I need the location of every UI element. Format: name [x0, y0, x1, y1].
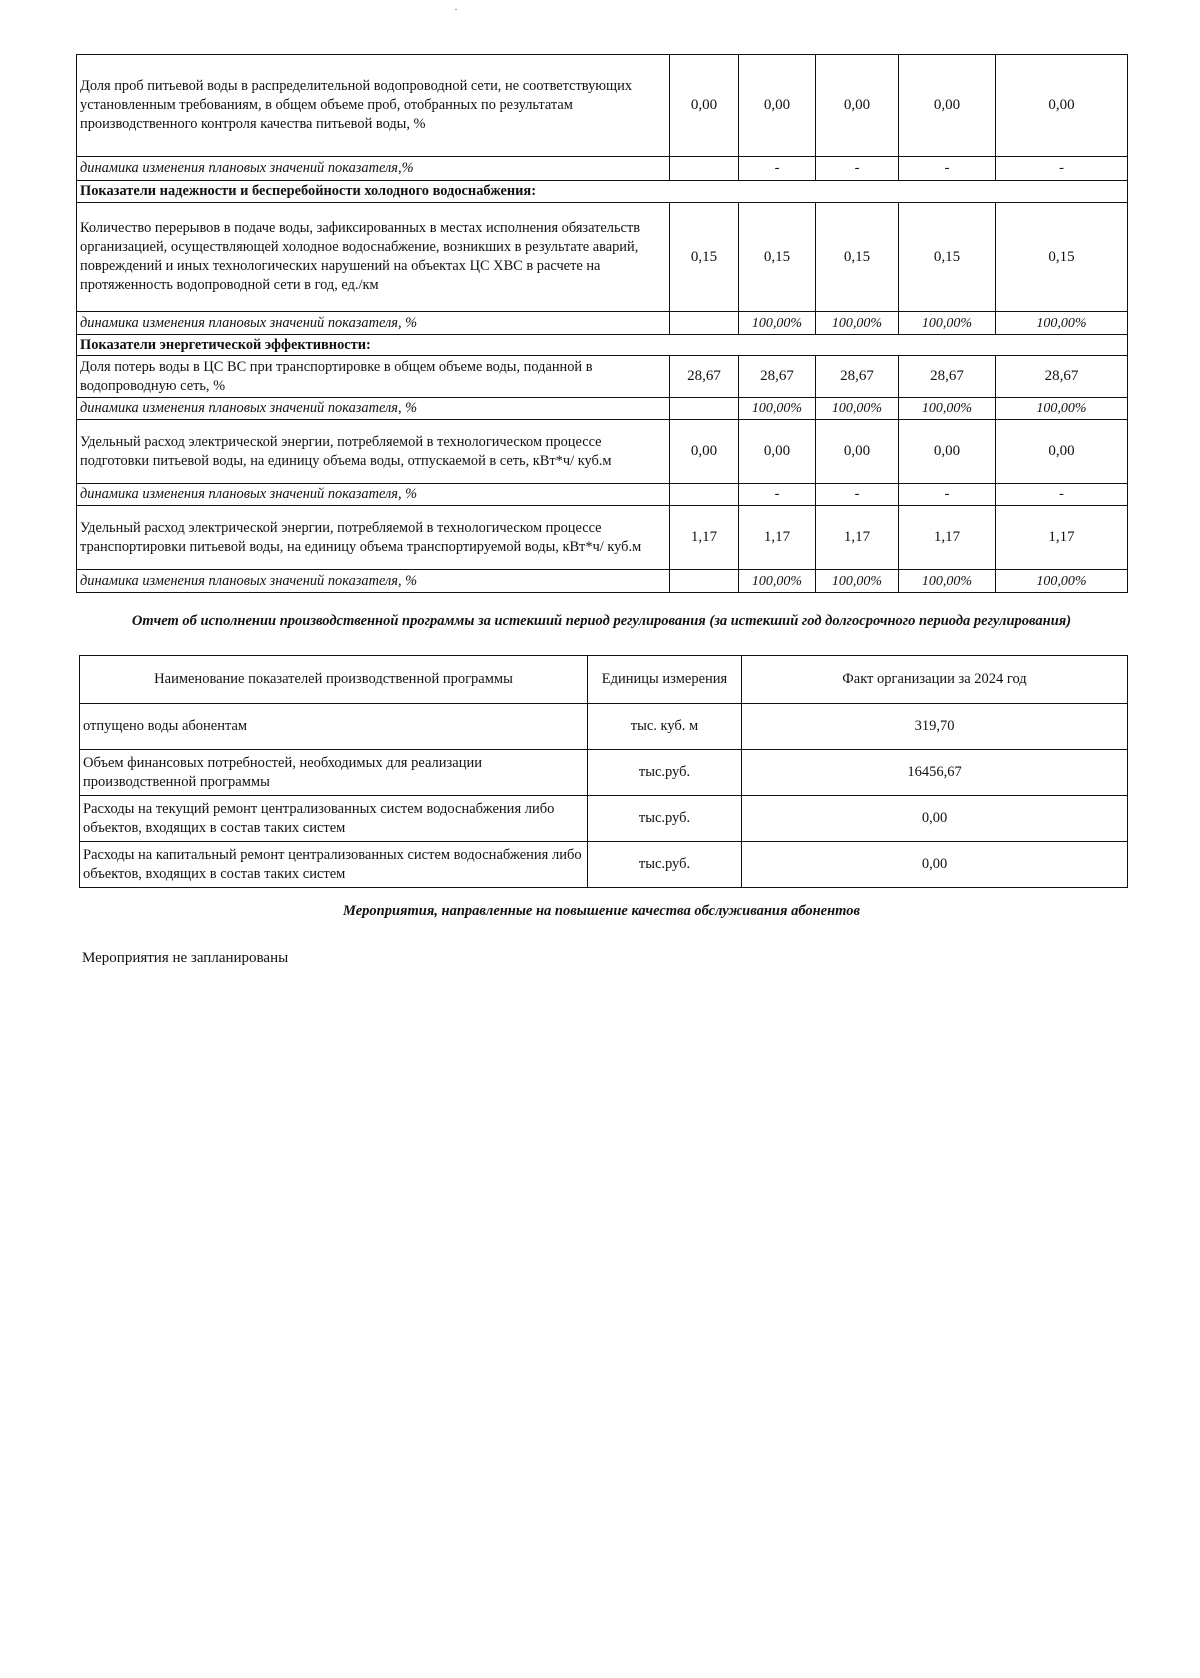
dynamics-label: динамика изменения плановых значений показателя, % [77, 570, 670, 593]
indicator-label: Удельный расход электрической энергии, потребляемой в технологическом процессе транспортировки питьевой воды, на единицу объема транспортируемой воды, кВт*ч/ куб.м [77, 506, 670, 570]
indicators-table [76, 54, 1128, 593]
indicator-label: Удельный расход электрической энергии, потребляемой в технологическом процессе подготовки питьевой воды, на единицу объема воды, отпускаемой в сеть, кВт*ч/ куб.м [77, 420, 670, 484]
column-header: Наименование показателей производственной программы [80, 656, 588, 704]
indicator-value: 28,67 [899, 356, 996, 398]
column-header: Единицы измерения [588, 656, 742, 704]
indicator-label: Количество перерывов в подаче воды, зафиксированных в местах исполнения обязательств организацией, осуществляющей холодное водоснабжение, возникших в результате аварий, повреждений и иных технологических нарушений на объектах ЦС ХВС в расчете на протяженность водопроводной сети в год, ед./км [77, 203, 670, 312]
scan-mark [455, 9, 457, 10]
indicator-value: 28,67 [816, 356, 899, 398]
dynamics-value: - [899, 157, 996, 181]
table-row [77, 420, 1128, 484]
indicator-value: 0,00 [996, 55, 1128, 157]
indicator-value: 1,17 [670, 506, 739, 570]
table-row [77, 570, 1128, 593]
indicator-value: 0,15 [739, 203, 816, 312]
dynamics-label: динамика изменения плановых значений показателя,% [77, 157, 670, 181]
program-indicator-value: 16456,67 [742, 750, 1128, 796]
indicator-value: 1,17 [739, 506, 816, 570]
dynamics-value: 100,00% [899, 570, 996, 593]
indicator-value: 28,67 [670, 356, 739, 398]
dynamics-value: 100,00% [996, 398, 1128, 420]
dynamics-label: динамика изменения плановых значений показателя, % [77, 484, 670, 506]
dynamics-value: 100,00% [816, 570, 899, 593]
program-indicator-name: Объем финансовых потребностей, необходимых для реализации производственной программы [80, 750, 588, 796]
program-indicator-value: 0,00 [742, 796, 1128, 842]
table-row [80, 842, 1128, 888]
section-heading: Показатели надежности и бесперебойности холодного водоснабжения: [77, 181, 1128, 203]
dynamics-value: 100,00% [816, 398, 899, 420]
dynamics-value: 100,00% [739, 398, 816, 420]
table-row [80, 796, 1128, 842]
table-row [77, 484, 1128, 506]
indicator-value: 0,00 [996, 420, 1128, 484]
dynamics-value: - [899, 484, 996, 506]
indicator-value: 0,00 [816, 55, 899, 157]
production-program-table [79, 655, 1128, 888]
dynamics-value: - [739, 157, 816, 181]
indicator-label: Доля проб питьевой воды в распределительной водопроводной сети, не соответствующих установленным требованиям, в общем объеме проб, отобранных по результатам производственного контроля качества питьевой воды, % [77, 55, 670, 157]
indicator-value: 1,17 [816, 506, 899, 570]
dynamics-value: 100,00% [996, 570, 1128, 593]
report-caption: Отчет об исполнении производственной программы за истекший период регулирования (за истекший год долгосрочного периода регулирования) [131, 613, 1072, 629]
indicator-value: 0,00 [739, 55, 816, 157]
dynamics-value: 100,00% [899, 312, 996, 335]
program-indicator-unit: тыс.руб. [588, 796, 742, 842]
table-row [77, 157, 1128, 181]
dynamics-value [670, 484, 739, 506]
indicator-value: 0,15 [816, 203, 899, 312]
dynamics-value: - [739, 484, 816, 506]
dynamics-value: - [996, 484, 1128, 506]
dynamics-value: 100,00% [739, 570, 816, 593]
indicator-value: 0,15 [899, 203, 996, 312]
measures-caption: Мероприятия, направленные на повышение качества обслуживания абонентов [343, 903, 860, 919]
indicator-value: 28,67 [739, 356, 816, 398]
dynamics-value [670, 157, 739, 181]
table-row [77, 203, 1128, 312]
table-row [77, 55, 1128, 157]
program-indicator-name: Расходы на капитальный ремонт централизованных систем водоснабжения либо объектов, входящих в состав таких систем [80, 842, 588, 888]
indicator-value: 28,67 [996, 356, 1128, 398]
indicator-value: 1,17 [996, 506, 1128, 570]
dynamics-value: - [816, 157, 899, 181]
indicator-value: 0,00 [739, 420, 816, 484]
dynamics-value: 100,00% [996, 312, 1128, 335]
program-indicator-name: отпущено воды абонентам [80, 704, 588, 750]
indicator-value: 0,15 [996, 203, 1128, 312]
program-indicator-unit: тыс. куб. м [588, 704, 742, 750]
column-header: Факт организации за 2024 год [742, 656, 1128, 704]
program-indicator-unit: тыс.руб. [588, 750, 742, 796]
indicator-value: 0,00 [899, 55, 996, 157]
table-row [77, 356, 1128, 398]
dynamics-value [670, 398, 739, 420]
indicator-value: 0,00 [670, 55, 739, 157]
program-indicator-name: Расходы на текущий ремонт централизованных систем водоснабжения либо объектов, входящих в состав таких систем [80, 796, 588, 842]
dynamics-value [670, 570, 739, 593]
dynamics-label: динамика изменения плановых значений показателя, % [77, 398, 670, 420]
dynamics-value: 100,00% [739, 312, 816, 335]
program-indicator-unit: тыс.руб. [588, 842, 742, 888]
table-row [80, 750, 1128, 796]
dynamics-value: - [816, 484, 899, 506]
indicator-value: 0,15 [670, 203, 739, 312]
dynamics-label: динамика изменения плановых значений показателя, % [77, 312, 670, 335]
program-indicator-value: 319,70 [742, 704, 1128, 750]
indicator-label: Доля потерь воды в ЦС ВС при транспортировке в общем объеме воды, поданной в водопроводную сеть, % [77, 356, 670, 398]
table-row [77, 398, 1128, 420]
section-row [77, 335, 1128, 356]
table-row [77, 506, 1128, 570]
indicator-value: 0,00 [670, 420, 739, 484]
indicator-value: 0,00 [816, 420, 899, 484]
section-heading: Показатели энергетической эффективности: [77, 335, 1128, 356]
dynamics-value [670, 312, 739, 335]
table-row [80, 704, 1128, 750]
measures-note: Мероприятия не запланированы [82, 950, 289, 966]
table-header-row [80, 656, 1128, 704]
dynamics-value: - [996, 157, 1128, 181]
dynamics-value: 100,00% [899, 398, 996, 420]
indicator-value: 0,00 [899, 420, 996, 484]
table-row [77, 312, 1128, 335]
section-row [77, 181, 1128, 203]
indicator-value: 1,17 [899, 506, 996, 570]
dynamics-value: 100,00% [816, 312, 899, 335]
program-indicator-value: 0,00 [742, 842, 1128, 888]
